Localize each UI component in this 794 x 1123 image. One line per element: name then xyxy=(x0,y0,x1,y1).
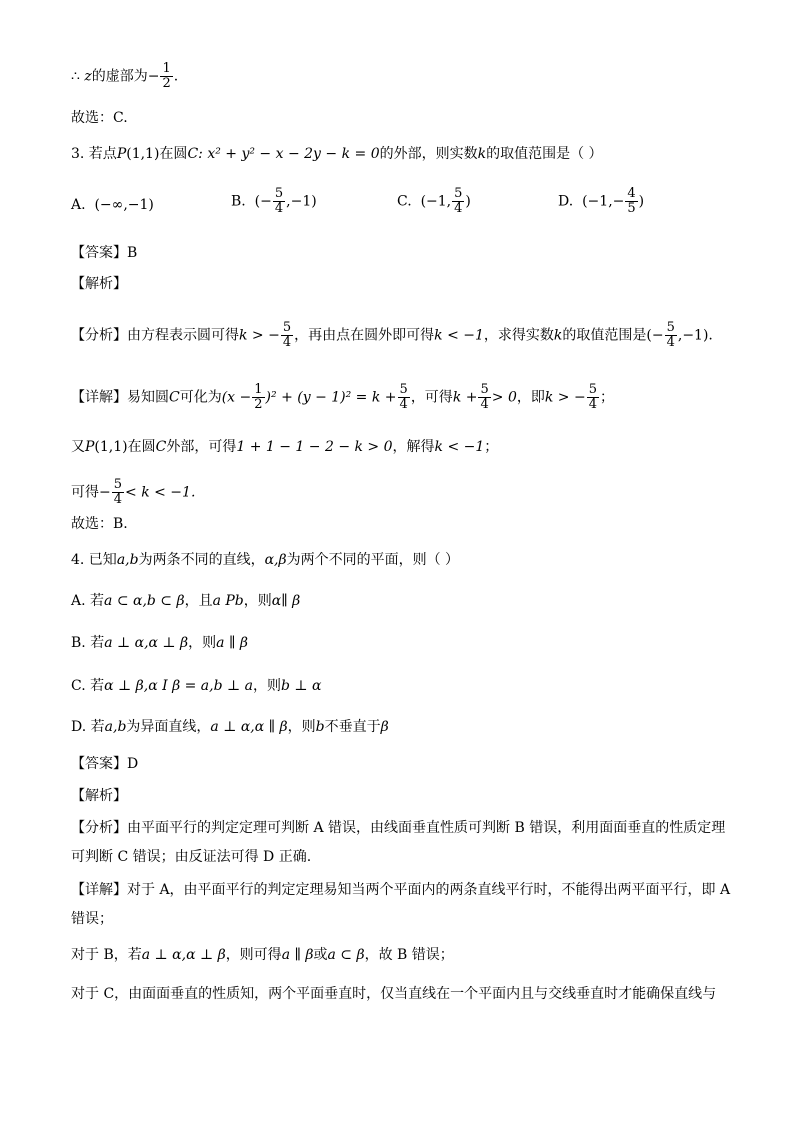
q4-stem: 4. 已知a,b为两条不同的直线，α,β为两个不同的平面，则（ ） xyxy=(71,552,460,568)
q3-analysis-tag: 【解析】 xyxy=(71,276,127,292)
q4-case-c: 对于 C，由面面垂直的性质知，两个平面垂直时，仅当直线在一个平面内且与交线垂直时才能确保直线与 xyxy=(71,986,717,1002)
q3-stem: 3. 若点P(1,1)在圆C: x² + y² − x − 2y − k = 0的外部，则实数k的取值范围是（ ） xyxy=(71,146,603,162)
q4-option-d: D. 若a,b为异面直线，a ⊥ α,α ∥ β，则b不垂直于β xyxy=(71,719,389,735)
q4-answer: 【答案】D xyxy=(71,756,139,772)
q3-get: 可得− $\frac{5}{4}$ < k < −1. xyxy=(71,477,196,507)
q4-case-b: 对于 B，若a ⊥ α,α ⊥ β，则可得a ∥ β或a ⊂ β，故 B 错误； xyxy=(71,947,454,963)
q3-option-a: A. (−∞,−1) xyxy=(71,197,154,213)
q4-fenxi-line1: 【分析】由平面平行的判定定理可判断 A 错误，由线面垂直性质可判断 B 错误，利用面面垂直的性质定理 xyxy=(71,820,726,836)
q4-xiangjie-line2: 错误； xyxy=(71,911,113,927)
q3-option-c: C. (−1, $\frac{5}{4}$ ) xyxy=(397,186,471,216)
q4-option-c: C. 若α ⊥ β,α I β = a,b ⊥ a，则b ⊥ α xyxy=(71,678,322,694)
q4-option-a: A. 若a ⊂ α,b ⊂ β，且a Pb，则α∥ β xyxy=(71,593,301,609)
q4-option-b: B. 若a ⊥ α,α ⊥ β，则a ∥ β xyxy=(71,635,248,651)
fraction-one-half: $\frac{1}{2}$ xyxy=(162,61,171,91)
prev-choose: 故选：C. xyxy=(71,110,128,126)
q3-option-b: B. (− $\frac{5}{4}$ ,−1) xyxy=(231,186,317,216)
prev-result-line: ∴ z的虚部为− $\frac{1}{2}$ . xyxy=(71,61,179,91)
q3-answer: 【答案】B xyxy=(71,245,138,261)
q3-fenxi: 【分析】由方程表示圆可得k > − $\frac{5}{4}$ ，再由点在圆外即可得k < −1，求得实数k的取值范围是(− $\frac{5}{4}$ ,−1). xyxy=(71,320,713,350)
q3-choose: 故选：B. xyxy=(71,516,128,532)
q4-analysis-tag: 【解析】 xyxy=(71,788,127,804)
q3-also: 又P(1,1)在圆C外部，可得1 + 1 − 1 − 2 − k > 0，解得k < −1； xyxy=(71,439,499,455)
q3-xiangjie: 【详解】易知圆C可化为(x − $\frac{1}{2}$ )² + (y − 1)² = k + $\frac{5}{4}$ ，可得k + $\frac{5}{4}$ > 0，即k > − $\frac{5}{4}$ ； xyxy=(71,382,614,412)
q4-xiangjie-line1: 【详解】对于 A，由平面平行的判定定理易知当两个平面内的两条直线平行时，不能得出两平面平行，即 A xyxy=(71,882,731,898)
q4-fenxi-line2: 可判断 C 错误；由反证法可得 D 正确. xyxy=(71,849,312,865)
q3-option-d: D. (−1,− $\frac{4}{5}$ ) xyxy=(558,186,645,216)
